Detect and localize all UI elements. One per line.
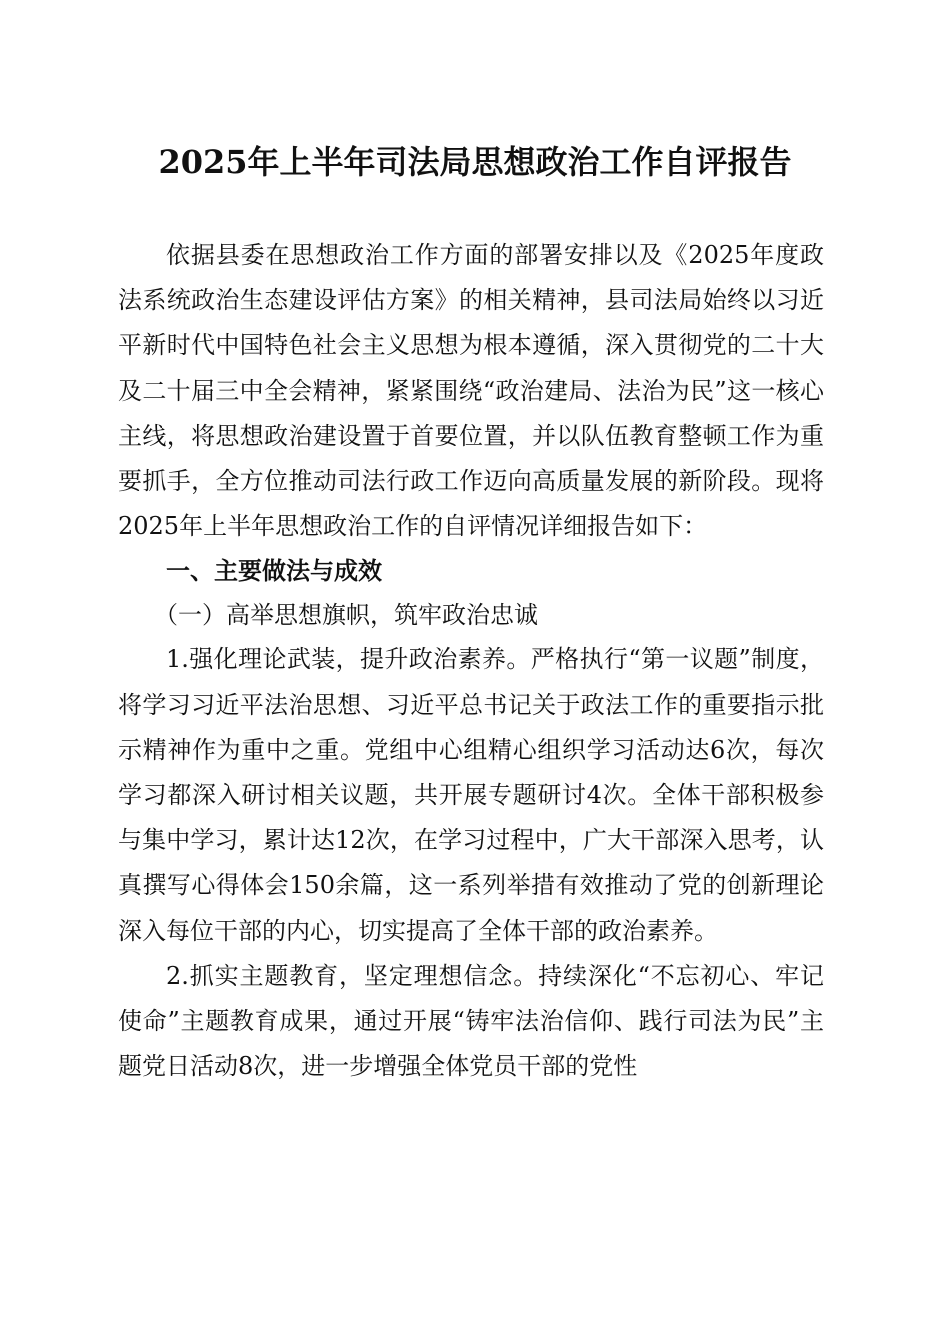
section-heading: 一、主要做法与成效 [166, 557, 382, 586]
subsection-heading: （一）高举思想旗帜，筑牢政治忠诚 [154, 601, 538, 630]
intro-paragraph: 依据县委在思想政治工作方面的部署安排以及《2025年度政法系统政治生态建设评估方案》的相关精神，县司法局始终以习近平新时代中国特色社会主义思想为根本遵循，深入贯彻党的二十大及二十届三中全会精神，紧紧围绕“政治建局、法治为民”这一核心主线，将思想政治建设置于首要位置，并以队伍教育整顿工作为重要抓手，全方位推动司法行政工作迈向高质量发展的新阶段。现将2025年上半年思想政治工作的自评情况详细报告如下： [118, 241, 824, 541]
document-title: 2025年上半年司法局思想政治工作自评报告 [158, 143, 792, 181]
document-body [118, 233, 824, 1089]
item-paragraph-1: 1.强化理论武装，提升政治素养。严格执行“第一议题”制度，将学习习近平法治思想、习近平总书记关于政法工作的重要指示批示精神作为重中之重。党组中心组精心组织学习活动达6次，每次学习都深入研讨相关议题，共开展专题研讨4次。全体干部积极参与集中学习，累计达12次，在学习过程中，广大干部深入思考，认真撰写心得体会150余篇，这一系列举措有效推动了党的创新理论深入每位干部的内心，切实提高了全体干部的政治素养。 [118, 645, 824, 945]
item-paragraph-2: 2.抓实主题教育，坚定理想信念。持续深化“不忘初心、牢记使命”主题教育成果，通过开展“铸牢法治信仰、践行司法为民”主题党日活动8次，进一步增强全体党员干部的党性 [118, 961, 824, 1081]
